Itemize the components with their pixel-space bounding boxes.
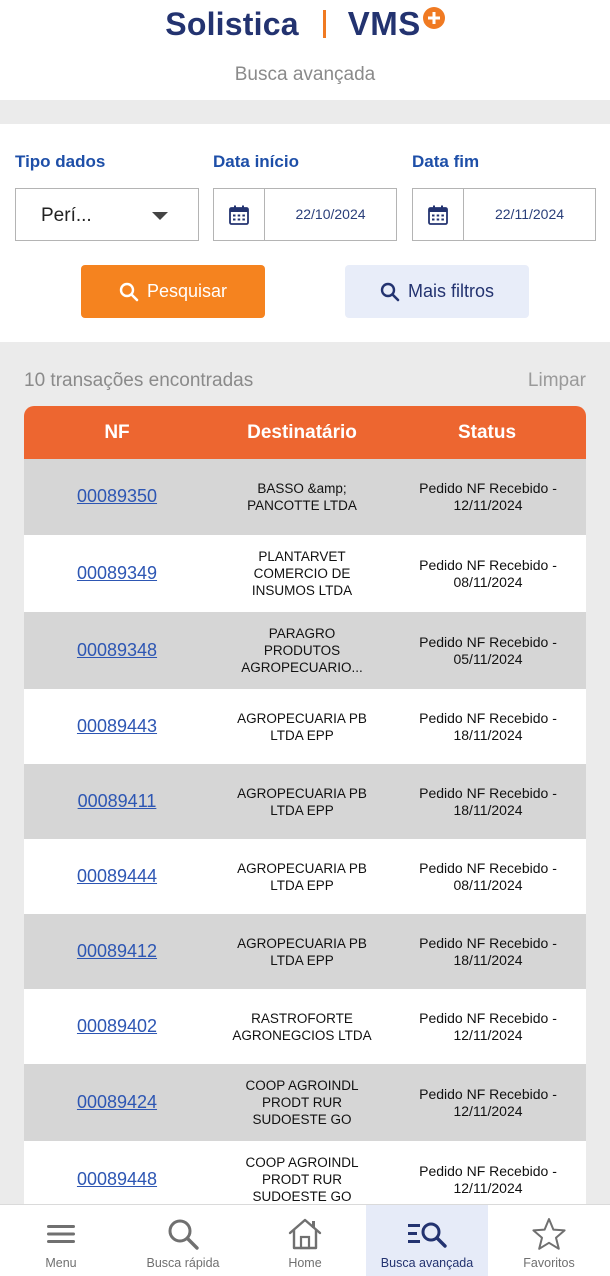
nf-link[interactable]: 00089349 — [76, 563, 158, 583]
destinatario-cell — [220, 625, 384, 676]
status-line: 05/11/2024 — [453, 651, 523, 667]
nf-link[interactable]: 00089412 — [76, 941, 158, 961]
table-row[interactable] — [24, 764, 586, 839]
destinatario-line: AGROPECUARIA PB — [237, 861, 367, 876]
table-row[interactable] — [24, 839, 586, 914]
nf-link[interactable]: 00089443 — [76, 716, 158, 736]
more-filters-button[interactable] — [345, 265, 529, 318]
status-line: Pedido NF Recebido - — [419, 1086, 557, 1102]
table-header — [24, 406, 586, 459]
table-row[interactable] — [24, 612, 586, 689]
search-button[interactable] — [81, 265, 265, 318]
status-line: 12/11/2024 — [453, 497, 523, 513]
status-line: Pedido NF Recebido - — [419, 860, 557, 876]
status-line: Pedido NF Recebido - — [419, 634, 557, 650]
destinatario-line: AGROPECUARIA PB — [237, 711, 367, 726]
destinatario-line: COOP AGROINDL — [245, 1078, 359, 1093]
page-title: Busca avançada — [234, 64, 376, 85]
destinatario-line: AGROPECUARIA PB — [237, 936, 367, 951]
data-inicio-field[interactable] — [213, 188, 397, 241]
table-body — [24, 459, 586, 1218]
destinatario-cell — [220, 548, 384, 599]
nf-link[interactable]: 00089448 — [76, 1169, 158, 1189]
destinatario-line: PRODUTOS — [263, 643, 341, 658]
table-row[interactable] — [24, 689, 586, 764]
destinatario-line: INSUMOS LTDA — [251, 583, 353, 598]
table-row[interactable] — [24, 914, 586, 989]
nav-label-home: Home — [288, 1256, 322, 1270]
destinatario-cell — [220, 860, 384, 894]
status-line: Pedido NF Recebido - — [419, 557, 557, 573]
calendar-icon[interactable] — [413, 189, 464, 240]
nf-link[interactable]: 00089444 — [76, 866, 158, 886]
more-filters-label: Mais filtros — [407, 281, 494, 301]
table-row[interactable] — [24, 535, 586, 612]
destinatario-line: AGRONEGCIOS LTDA — [232, 1028, 372, 1043]
status-line: Pedido NF Recebido - — [419, 1010, 557, 1026]
destinatario-line: BASSO &amp; — [257, 481, 347, 496]
nav-item-home[interactable] — [244, 1205, 366, 1276]
brand-plus-icon — [423, 7, 445, 29]
search-icon — [119, 282, 139, 302]
status-line: 12/11/2024 — [453, 1027, 523, 1043]
destinatario-line: PANCOTTE LTDA — [247, 498, 357, 513]
status-cell — [414, 1086, 562, 1120]
status-cell — [414, 634, 562, 668]
data-inicio-value: 22/10/2024 — [295, 206, 366, 222]
tipo-dados-label: Tipo dados — [15, 152, 106, 171]
nav-item-busca-avancada[interactable] — [366, 1205, 488, 1276]
destinatario-cell — [220, 1077, 384, 1128]
nav-label-busca-avancada: Busca avançada — [380, 1256, 474, 1270]
destinatario-line: AGROPECUARIO... — [241, 660, 363, 675]
data-fim-value: 22/11/2024 — [494, 206, 565, 222]
advanced-search-icon — [406, 1215, 448, 1253]
nav-item-favoritos[interactable] — [488, 1205, 610, 1276]
destinatario-line: COMERCIO DE — [253, 566, 351, 581]
results-table — [24, 406, 586, 1218]
status-line: 18/11/2024 — [453, 727, 523, 743]
destinatario-line: PRODT RUR — [261, 1172, 342, 1187]
table-row[interactable] — [24, 1064, 586, 1141]
nav-label-favoritos: Favoritos — [523, 1256, 575, 1270]
calendar-icon[interactable] — [214, 189, 265, 240]
nav-item-busca-rapida[interactable] — [122, 1205, 244, 1276]
clear-button[interactable]: Limpar — [527, 370, 586, 391]
table-row[interactable] — [24, 989, 586, 1064]
data-inicio-label: Data início — [213, 152, 299, 171]
column-header-status: Status — [457, 422, 517, 443]
destinatario-line: SUDOESTE GO — [252, 1112, 352, 1127]
column-header-nf: NF — [104, 422, 130, 443]
search-icon — [166, 1215, 200, 1253]
status-line: 18/11/2024 — [453, 802, 523, 818]
nav-label-busca-rapida: Busca rápida — [146, 1256, 220, 1270]
destinatario-line: LTDA EPP — [270, 728, 334, 743]
brand-solistica: Solistica — [165, 5, 299, 42]
destinatario-cell — [220, 710, 384, 744]
status-cell — [414, 710, 562, 744]
status-cell — [414, 1163, 562, 1197]
nav-label-menu: Menu — [45, 1256, 77, 1270]
app-header — [0, 0, 610, 100]
destinatario-line: LTDA EPP — [270, 803, 334, 818]
tipo-dados-select[interactable] — [15, 188, 199, 241]
destinatario-line: LTDA EPP — [270, 953, 334, 968]
destinatario-line: SUDOESTE GO — [252, 1189, 352, 1204]
status-line: Pedido NF Recebido - — [419, 710, 557, 726]
destinatario-cell — [220, 1010, 384, 1044]
status-line: 12/11/2024 — [453, 1103, 523, 1119]
nf-link[interactable]: 00089350 — [76, 486, 158, 506]
star-icon — [531, 1215, 567, 1253]
results-count: 10 transações encontradas — [24, 370, 254, 391]
chevron-down-icon — [152, 212, 168, 220]
status-line: 18/11/2024 — [453, 952, 523, 968]
nf-link[interactable]: 00089402 — [76, 1016, 158, 1036]
nf-link[interactable]: 00089411 — [77, 791, 157, 811]
filter-panel — [0, 124, 610, 342]
status-cell — [414, 935, 562, 969]
status-cell — [414, 1010, 562, 1044]
destinatario-line: PLANTARVET — [258, 549, 346, 564]
table-row[interactable] — [24, 459, 586, 535]
destinatario-line: COOP AGROINDL — [245, 1155, 359, 1170]
destinatario-line: LTDA EPP — [270, 878, 334, 893]
status-line: Pedido NF Recebido - — [419, 785, 557, 801]
status-cell — [414, 860, 562, 894]
tipo-dados-value: Perí... — [41, 205, 92, 226]
data-fim-label: Data fim — [412, 152, 480, 171]
bottom-nav — [0, 1204, 610, 1276]
brand-vms: VMS — [347, 5, 421, 42]
destinatario-cell — [220, 785, 384, 819]
nf-link[interactable]: 00089424 — [76, 1092, 158, 1112]
status-line: Pedido NF Recebido - — [419, 1163, 557, 1179]
search-button-label: Pesquisar — [146, 281, 228, 301]
destinatario-line: AGROPECUARIA PB — [237, 786, 367, 801]
destinatario-cell — [220, 480, 384, 514]
status-line: Pedido NF Recebido - — [419, 935, 557, 951]
brand-separator — [323, 10, 326, 38]
destinatario-line: RASTROFORTE — [251, 1011, 353, 1026]
status-line: Pedido NF Recebido - — [419, 480, 557, 496]
search-icon — [380, 282, 400, 302]
brand-logo — [0, 2, 610, 46]
nf-link[interactable]: 00089348 — [76, 640, 158, 660]
status-line: 08/11/2024 — [453, 877, 523, 893]
menu-icon — [46, 1215, 76, 1253]
destinatario-line: PARAGRO — [268, 626, 336, 641]
status-cell — [414, 557, 562, 591]
status-line: 08/11/2024 — [453, 574, 523, 590]
nav-item-menu[interactable] — [0, 1205, 122, 1276]
destinatario-cell — [220, 935, 384, 969]
status-cell — [414, 785, 562, 819]
status-line: 12/11/2024 — [453, 1180, 523, 1196]
destinatario-cell — [220, 1154, 384, 1205]
home-icon — [287, 1215, 323, 1253]
status-cell — [414, 480, 562, 514]
data-fim-field[interactable] — [412, 188, 596, 241]
column-header-destinatario: Destinatário — [247, 422, 357, 443]
destinatario-line: PRODT RUR — [261, 1095, 342, 1110]
